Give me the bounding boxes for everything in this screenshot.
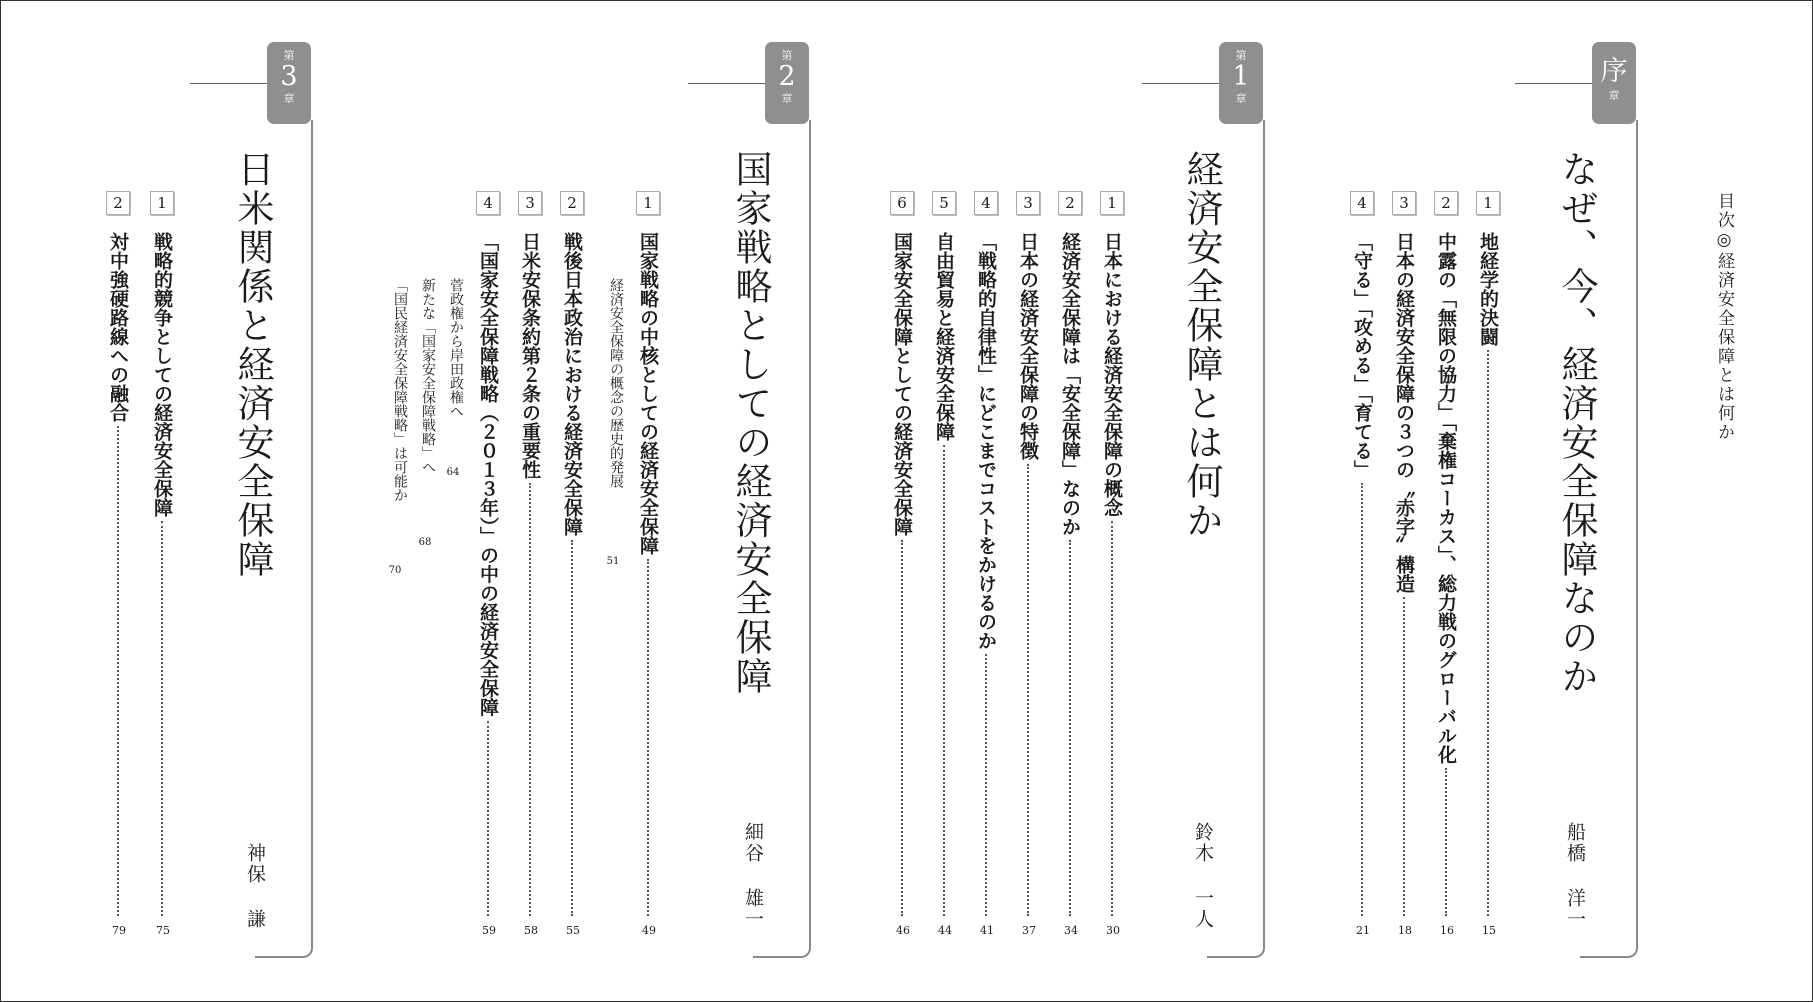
chapter-rule xyxy=(1515,83,1595,84)
page-number: 21 xyxy=(1356,924,1370,937)
page-number: 15 xyxy=(1482,924,1496,937)
page-number: 16 xyxy=(1440,924,1454,937)
section-number: 1 xyxy=(1476,191,1500,215)
toc-entry-title: 地経学的決闘 xyxy=(1477,232,1499,346)
leader-dots xyxy=(1111,521,1113,916)
leader-dots xyxy=(1361,483,1363,916)
toc-entry[interactable] xyxy=(478,232,497,922)
chapter-number: 1 xyxy=(1232,61,1250,92)
section-number: 1 xyxy=(150,191,174,215)
toc-subentry[interactable]: 菅政権から岸田政権へ xyxy=(448,278,464,418)
page-number: 44 xyxy=(938,924,952,937)
section-number: 4 xyxy=(1350,191,1374,215)
toc-entry[interactable] xyxy=(1060,232,1079,922)
subentry-page: 64 xyxy=(446,467,460,478)
section-number: 5 xyxy=(932,191,956,215)
toc-entry-title: 国家安全保障としての経済安全保障 xyxy=(891,232,913,536)
leader-dots xyxy=(1027,464,1029,916)
toc-entry[interactable] xyxy=(638,232,657,922)
toc-entry[interactable] xyxy=(892,232,911,922)
leader-dots xyxy=(901,540,903,916)
section-number: 3 xyxy=(1016,191,1040,215)
section-number: 3 xyxy=(518,191,542,215)
toc-entry-title: 「戦略的自律性」にどこまでコストをかけるのか xyxy=(975,232,997,650)
subentry-page: 51 xyxy=(606,556,620,567)
toc-entry-title: 「守る」「攻める」「育てる」 xyxy=(1351,232,1373,479)
chapter-suffix: 章 xyxy=(283,92,295,105)
subentry-page: 70 xyxy=(388,565,402,576)
toc-entry-title: 日本の経済安全保障の３つの〝赤字〟構造 xyxy=(1393,232,1415,593)
section-number: 3 xyxy=(1392,191,1416,215)
leader-dots xyxy=(647,559,649,916)
chapter-rule xyxy=(1142,83,1222,84)
section-number: 2 xyxy=(1058,191,1082,215)
chapter-prefix: 第 xyxy=(283,49,295,62)
chapter-title: なぜ、今、経済安全保障なのか xyxy=(1555,150,1598,696)
section-number: 1 xyxy=(1100,191,1124,215)
section-number: 2 xyxy=(560,191,584,215)
page-number: 49 xyxy=(642,924,656,937)
leader-dots xyxy=(985,654,987,916)
chapter-suffix: 章 xyxy=(781,92,793,105)
leader-dots xyxy=(1487,350,1489,916)
section-number: 6 xyxy=(890,191,914,215)
toc-entry-title: 中露の「無限の協力」「棄権コーカス」、総力戦のグローバル化 xyxy=(1435,232,1457,764)
chapter-prefix: 第 xyxy=(781,49,793,62)
page-number: 46 xyxy=(896,924,910,937)
chapter-author: 細谷 雄一 xyxy=(742,822,764,930)
toc-entry-title: 対中強硬路線への融合 xyxy=(107,232,129,422)
toc-entry[interactable] xyxy=(1394,232,1413,922)
subentry-page: 68 xyxy=(418,537,432,548)
toc-entry-title: 日米安保条約第２条の重要性 xyxy=(519,232,541,479)
leader-dots xyxy=(943,445,945,916)
chapter-author: 鈴木 一人 xyxy=(1192,822,1214,930)
toc-entry[interactable] xyxy=(152,232,171,922)
chapter-title: 国家戦略としての経済安全保障 xyxy=(729,150,772,696)
section-number: 2 xyxy=(1434,191,1458,215)
page-number: 55 xyxy=(566,924,580,937)
chapter-tab xyxy=(765,42,809,124)
page-number: 58 xyxy=(524,924,538,937)
chapter-tab xyxy=(267,42,311,124)
chapter-number: 3 xyxy=(280,61,298,92)
toc-entry[interactable] xyxy=(1102,232,1121,922)
page-number: 59 xyxy=(482,924,496,937)
page-number: 75 xyxy=(156,924,170,937)
section-number: 4 xyxy=(476,191,500,215)
toc-entry[interactable] xyxy=(108,232,127,922)
chapter-title: 経済安全保障とは何か xyxy=(1180,150,1223,540)
page-number: 30 xyxy=(1106,924,1120,937)
page-number: 37 xyxy=(1022,924,1036,937)
chapter-number: 2 xyxy=(778,61,796,92)
chapter-rule xyxy=(688,83,768,84)
leader-dots xyxy=(571,540,573,916)
page-number: 41 xyxy=(980,924,994,937)
leader-dots xyxy=(1069,540,1071,916)
section-number: 1 xyxy=(636,191,660,215)
chapter-tab xyxy=(1592,42,1636,124)
section-number: 4 xyxy=(974,191,998,215)
chapter-suffix: 章 xyxy=(1608,89,1620,102)
chapter-author: 船橋 洋一 xyxy=(1564,822,1586,930)
toc-entry[interactable] xyxy=(976,232,995,922)
toc-subentry[interactable]: 「国民経済安全保障戦略」は可能か xyxy=(392,278,408,502)
chapter-author: 神保 謙 xyxy=(244,843,266,930)
toc-entry-title: 日本の経済安全保障の特徴 xyxy=(1017,232,1039,460)
chapter-tab xyxy=(1219,42,1263,124)
toc-subentry[interactable]: 経済安全保障の概念の歴史的発展 xyxy=(608,278,624,488)
leader-dots xyxy=(1403,597,1405,916)
toc-entry[interactable] xyxy=(934,232,953,922)
chapter-prefix: 第 xyxy=(1235,49,1247,62)
chapter-title: 日米関係と経済安全保障 xyxy=(231,150,274,579)
toc-entry[interactable] xyxy=(1352,232,1371,922)
leader-dots xyxy=(1445,768,1447,916)
toc-entry[interactable] xyxy=(1478,232,1497,922)
toc-entry[interactable] xyxy=(1436,232,1455,922)
leader-dots xyxy=(117,426,119,916)
page-number: 34 xyxy=(1064,924,1078,937)
toc-entry-title: 国家戦略の中核としての経済安全保障 xyxy=(637,232,659,555)
toc-entry[interactable] xyxy=(1018,232,1037,922)
toc-entry-title: 「国家安全保障戦略（２０１３年）」の中の経済安全保障 xyxy=(477,232,499,717)
chapter-rule xyxy=(190,83,270,84)
page-number: 18 xyxy=(1398,924,1412,937)
leader-dots xyxy=(529,483,531,916)
chapter-suffix: 章 xyxy=(1235,92,1247,105)
toc-entry[interactable] xyxy=(562,232,581,922)
toc-entry-title: 戦略的競争としての経済安全保障 xyxy=(151,232,173,517)
toc-entry-title: 自由貿易と経済安全保障 xyxy=(933,232,955,441)
section-number: 2 xyxy=(106,191,130,215)
toc-subentry[interactable]: 新たな「国家安全保障戦略」へ xyxy=(420,278,436,474)
running-head: 目次◎経済安全保障とは何か xyxy=(1714,192,1734,442)
leader-dots xyxy=(487,721,489,917)
leader-dots xyxy=(161,521,163,916)
toc-entry-title: 戦後日本政治における経済安全保障 xyxy=(561,232,583,536)
toc-entry-title: 日本における経済安全保障の概念 xyxy=(1101,232,1123,517)
chapter-number: 序 xyxy=(1600,56,1628,87)
toc-entry-title: 経済安全保障は「安全保障」なのか xyxy=(1059,232,1081,536)
page-number: 79 xyxy=(112,924,126,937)
toc-entry[interactable] xyxy=(520,232,539,922)
